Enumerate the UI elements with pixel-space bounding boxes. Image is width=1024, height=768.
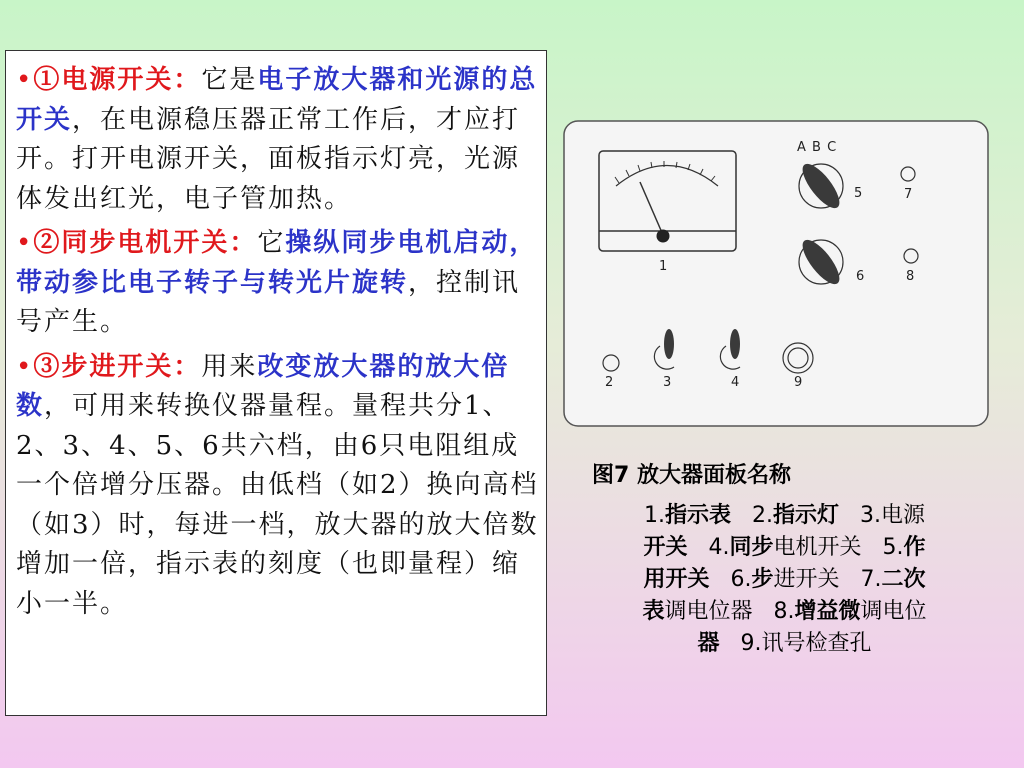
legend-item-light: 指示灯 bbox=[772, 503, 839, 528]
bullet-1: • bbox=[16, 65, 34, 95]
legend-line-2 bbox=[592, 532, 977, 564]
legend-item-function-b: 用开关 bbox=[643, 567, 710, 592]
legend-item-function-a: 作 bbox=[903, 535, 926, 560]
power-switch-paragraph bbox=[16, 61, 540, 219]
sync-motor-switch-paragraph bbox=[16, 224, 540, 343]
legend-num-6: 6. bbox=[730, 567, 752, 592]
label-7: 7 bbox=[904, 187, 913, 202]
legend-item-gain-b: 调电位 bbox=[860, 599, 927, 624]
label-1: 1 bbox=[659, 259, 668, 274]
label-4: 4 bbox=[731, 375, 740, 390]
legend-num-5: 5. bbox=[882, 535, 904, 560]
figure-caption-title: 图7 放大器面板名称 bbox=[592, 463, 791, 488]
legend-num-8: 8. bbox=[773, 599, 795, 624]
sync-motor-emphasis: 操纵同步电机启动，带动参比电子转子与转光片旋转 bbox=[16, 228, 538, 298]
legend-num-7: 7. bbox=[860, 567, 882, 592]
label-8: 8 bbox=[906, 269, 915, 284]
legend-item-step-a: 步 bbox=[751, 567, 774, 592]
power-switch-text-1: 它是 bbox=[201, 65, 258, 95]
legend-item-secondary-a: 二次 bbox=[881, 567, 926, 592]
legend-item-sync-a: 同步 bbox=[729, 535, 774, 560]
amplifier-panel-diagram bbox=[563, 120, 991, 428]
step-switch-text-2: ，可用来转换仪器量程。量程共分1、2、3、4、5、6共六档，由6只电阻组成一个倍增分压器。由低档（如2）换向高档（如3）时，每进一档，放大器的放大倍数增加一倍，指示表的刻度（也即量程）缩小一半。 bbox=[16, 391, 539, 619]
bullet-3: • bbox=[16, 351, 34, 382]
legend-item-power-b: 开关 bbox=[643, 535, 688, 560]
legend-line-5 bbox=[592, 628, 977, 660]
step-switch-paragraph bbox=[16, 348, 540, 625]
explanation-textbox bbox=[5, 50, 547, 716]
sync-motor-text-1: 它 bbox=[257, 228, 286, 258]
step-switch-text-1: 用来 bbox=[201, 351, 258, 382]
step-switch-emphasis: 改变放大器的放大倍数 bbox=[16, 351, 510, 421]
sync-motor-text-2: ，控制讯号产生。 bbox=[16, 267, 521, 337]
sync-motor-switch-title: ②同步电机开关： bbox=[33, 228, 258, 258]
step-switch-title: ③步进开关： bbox=[33, 351, 202, 382]
legend-item-meter: 指示表 bbox=[664, 503, 731, 528]
legend-item-sync-b: 电机开关 bbox=[773, 535, 862, 560]
legend-item-secondary-c: 调电位器 bbox=[664, 599, 753, 624]
power-switch-emphasis: 电子放大器和光源的总开关 bbox=[16, 65, 538, 135]
legend-line-3 bbox=[592, 564, 977, 596]
legend-item-power-a: 电源 bbox=[880, 503, 925, 528]
legend-item-signal-jack: 讯号检查孔 bbox=[761, 631, 872, 656]
legend-item-secondary-b: 表 bbox=[642, 599, 665, 624]
legend-line-4 bbox=[592, 596, 977, 628]
power-switch-title: ①电源开关： bbox=[33, 65, 202, 95]
label-6: 6 bbox=[856, 269, 865, 284]
legend-num-2: 2. bbox=[751, 503, 773, 528]
label-5: 5 bbox=[854, 186, 863, 201]
bullet-2: • bbox=[16, 228, 34, 258]
legend-num-4: 4. bbox=[708, 535, 730, 560]
label-2: 2 bbox=[605, 375, 614, 390]
legend-item-step-b: 进开关 bbox=[773, 567, 840, 592]
figure-legend bbox=[592, 500, 977, 660]
legend-num-1: 1. bbox=[643, 503, 665, 528]
legend-num-3: 3. bbox=[859, 503, 881, 528]
legend-line-1 bbox=[592, 500, 977, 532]
indicator-meter bbox=[599, 151, 736, 251]
power-switch-text-2: ，在电源稳压器正常工作后，才应打开。打开电源开关，面板指示灯亮，光源体发出红光，电子管加热。 bbox=[16, 104, 521, 214]
legend-item-gain-c: 器 bbox=[697, 631, 720, 656]
label-3: 3 bbox=[663, 375, 672, 390]
knob-letters-label: A B C bbox=[797, 140, 838, 155]
legend-num-9: 9. bbox=[740, 631, 762, 656]
label-9: 9 bbox=[794, 375, 803, 390]
legend-item-gain-a: 增益微 bbox=[794, 599, 861, 624]
